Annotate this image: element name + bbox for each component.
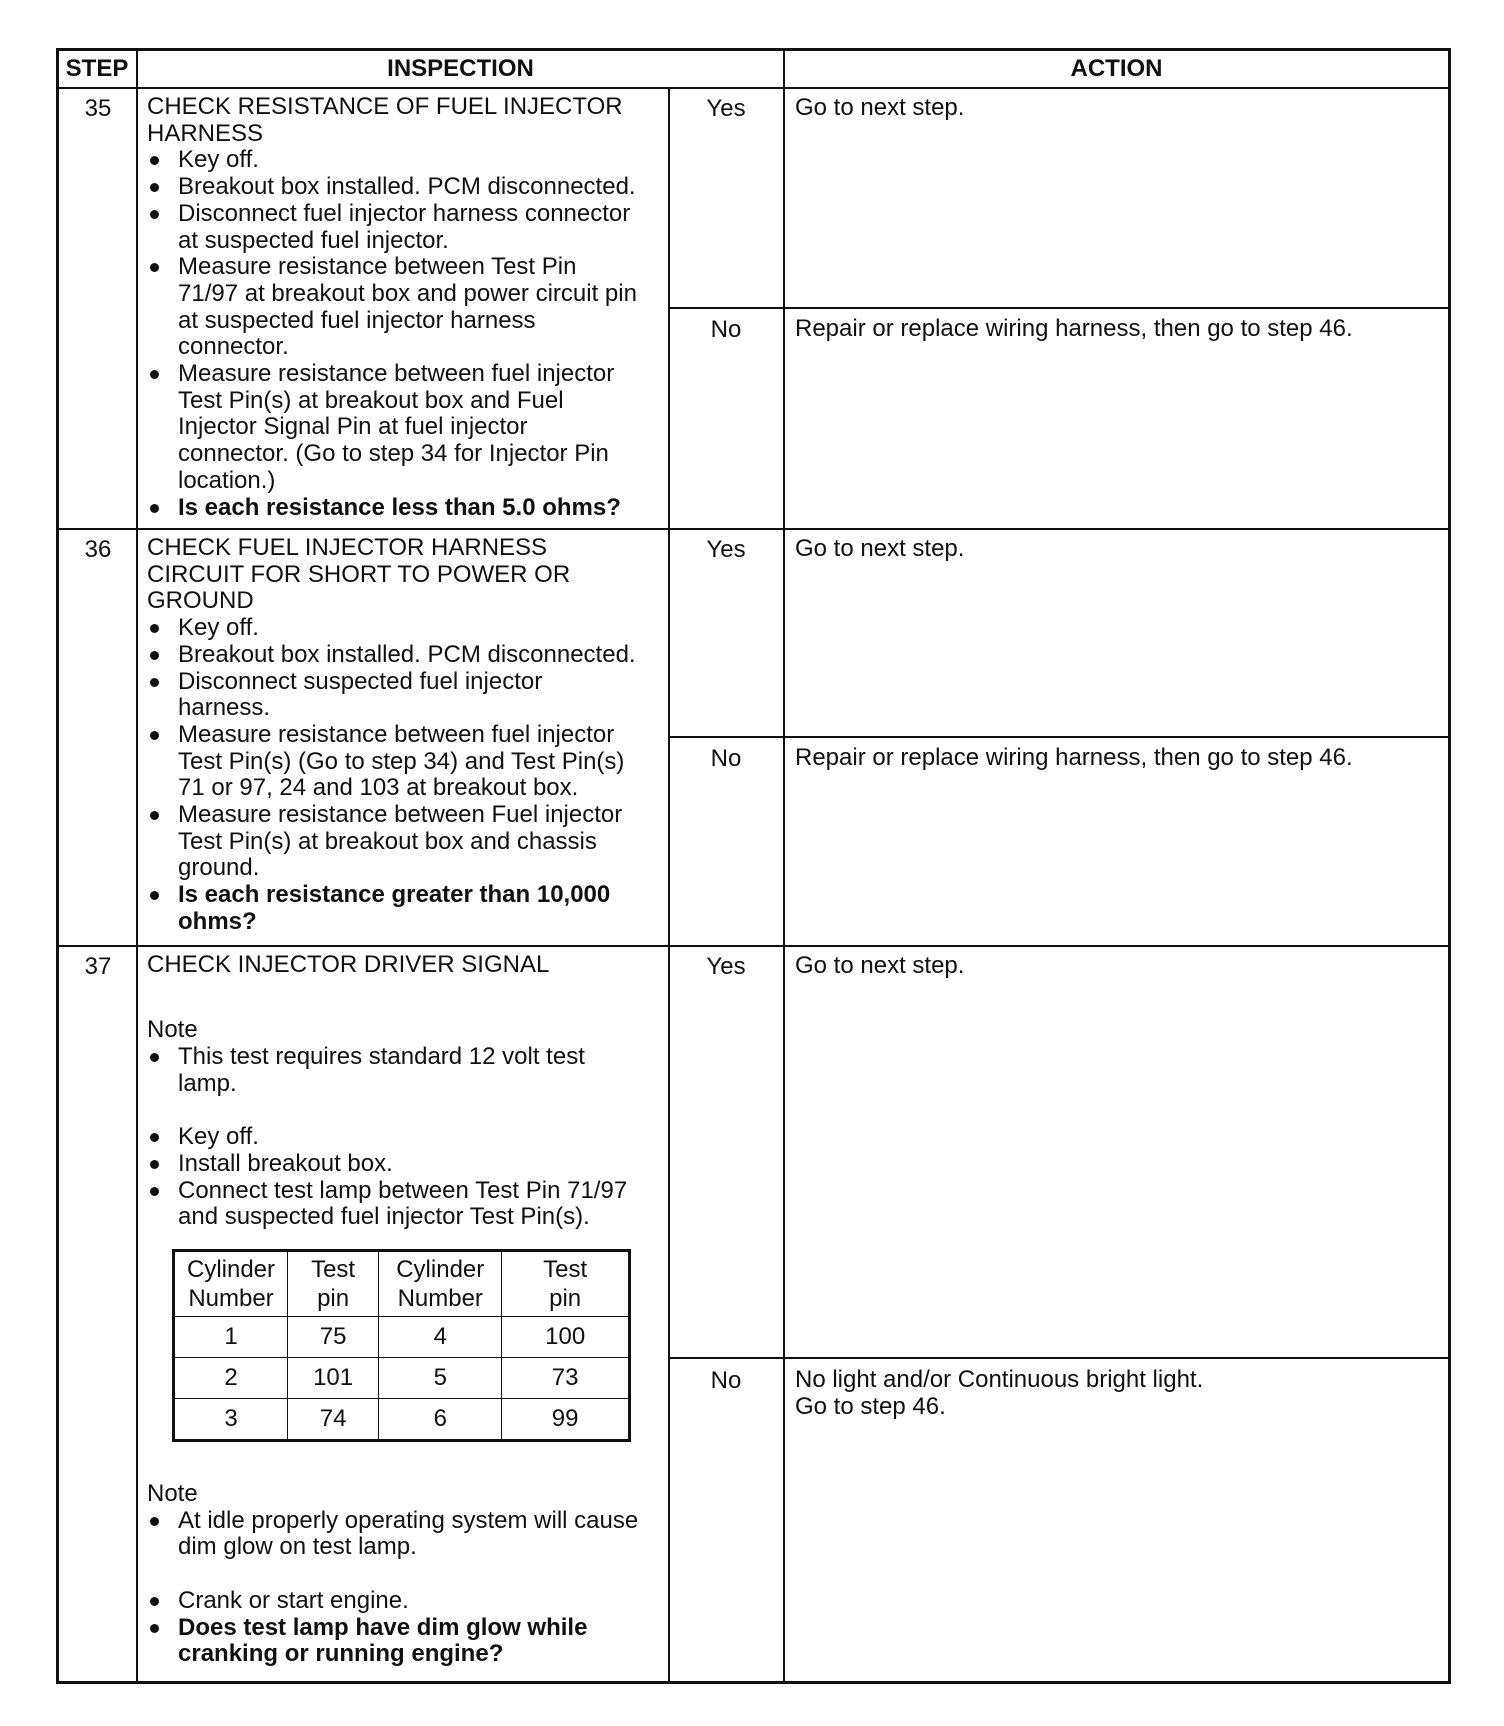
- step-37-title: CHECK INJECTOR DRIVER SIGNAL: [147, 951, 550, 978]
- step-36-title-line-2: CIRCUIT FOR SHORT TO POWER OR: [147, 560, 571, 588]
- bullet-icon: [150, 1053, 159, 1062]
- step-36-inspection: [147, 535, 636, 936]
- bullet-icon: [150, 1187, 159, 1196]
- bullet-icon: [150, 183, 159, 192]
- table-cell: 75: [288, 1317, 379, 1358]
- outer-border-top: [56, 48, 1451, 51]
- bullet-icon: [150, 1160, 159, 1169]
- table-header-cell: Cylinder Number: [174, 1251, 288, 1317]
- bullet-item: Connect test lamp between Test Pin 71/97 and suspected fuel injector Test Pin(s).: [147, 1178, 627, 1231]
- row-divider-36-37: [56, 945, 1451, 947]
- bullet-item: Breakout box installed. PCM disconnected.: [147, 642, 636, 669]
- yes-action-37: Go to next step.: [795, 952, 965, 979]
- bullet-item: Key off.: [147, 1124, 627, 1151]
- outer-border-right: [1448, 48, 1451, 1684]
- table-cell: 101: [288, 1357, 379, 1398]
- header-step: STEP: [65, 55, 129, 82]
- no-action-36: Repair or replace wiring harness, then go to step 46.: [795, 744, 1353, 771]
- step-36-title-line-3: GROUND: [147, 587, 254, 615]
- yes-label-36: Yes: [706, 536, 746, 563]
- table-cell: 5: [379, 1357, 502, 1398]
- bullet-item: Measure resistance between fuel injector Test Pin(s) (Go to step 34) and Test Pin(s) 71 or 97, 24 and 103 at breakout box.: [147, 722, 636, 802]
- step-37-inspection-top: [147, 952, 627, 1231]
- table-cell: 1: [174, 1317, 288, 1358]
- bullet-icon: [150, 678, 159, 687]
- step-35-inspection: [147, 94, 637, 521]
- table-cell: 100: [502, 1317, 630, 1358]
- no-label-35: No: [710, 316, 742, 343]
- yes-no-divider-36: [668, 736, 1451, 738]
- step-35-title-line-2: HARNESS: [147, 119, 264, 147]
- bullet-item: This test requires standard 12 volt test lamp.: [147, 1044, 627, 1097]
- step-number-35: 35: [84, 95, 112, 122]
- bullet-item: Measure resistance between Test Pin 71/97 at breakout box and power circuit pin at suspected fuel injector harness connector.: [147, 254, 637, 361]
- bullet-item: Measure resistance between Fuel injector Test Pin(s) at breakout box and chassis ground.: [147, 802, 636, 882]
- table-cell: 6: [379, 1398, 502, 1440]
- yes-no-divider-37: [668, 1357, 1451, 1359]
- no-action-35: Repair or replace wiring harness, then go to step 46.: [795, 315, 1353, 342]
- bullet-item: Disconnect fuel injector harness connector at suspected fuel injector.: [147, 201, 637, 254]
- outer-border-left: [56, 48, 59, 1684]
- table-header-row: [174, 1251, 630, 1317]
- bullet-icon: [150, 210, 159, 219]
- bullet-item: Key off.: [147, 615, 636, 642]
- table-cell: 4: [379, 1317, 502, 1358]
- bullet-icon: [150, 731, 159, 740]
- bullet-icon: [150, 624, 159, 633]
- question-item: Does test lamp have dim glow while cranking or running engine?: [147, 1615, 638, 1668]
- bullet-icon: [150, 811, 159, 820]
- bullet-item: Disconnect suspected fuel injector harness.: [147, 669, 636, 722]
- bullet-icon: [150, 1517, 159, 1526]
- bullet-icon: [150, 156, 159, 165]
- bullet-icon: [150, 1597, 159, 1606]
- header-divider: [56, 87, 1451, 89]
- table-row: [174, 1398, 630, 1440]
- step-37-inspection-bottom: [147, 1481, 638, 1668]
- bullet-icon: [150, 1624, 159, 1633]
- bullet-item: Breakout box installed. PCM disconnected.: [147, 174, 637, 201]
- note-label: Note: [147, 1480, 198, 1507]
- table-row: [174, 1357, 630, 1398]
- table-cell: 3: [174, 1398, 288, 1440]
- no-label-36: No: [710, 745, 742, 772]
- header-action: ACTION: [1070, 55, 1163, 82]
- yes-action-35: Go to next step.: [795, 94, 965, 121]
- step-36-title-line-1: CHECK FUEL INJECTOR HARNESS: [147, 534, 548, 561]
- yes-no-divider-35: [668, 307, 1451, 309]
- yes-label-35: Yes: [706, 95, 746, 122]
- question-item: Is each resistance greater than 10,000 ohms?: [147, 882, 636, 935]
- bullet-item: Crank or start engine.: [147, 1588, 638, 1615]
- outer-border-bottom: [56, 1681, 1451, 1684]
- table-header-cell: Test pin: [288, 1251, 379, 1317]
- bullet-item: Install breakout box.: [147, 1151, 627, 1178]
- table-cell: 74: [288, 1398, 379, 1440]
- step-number-37: 37: [84, 953, 112, 980]
- cylinder-test-pin-table: [172, 1249, 631, 1442]
- bullet-icon: [150, 891, 159, 900]
- bullet-icon: [150, 504, 159, 513]
- header-inspection: INSPECTION: [387, 55, 534, 82]
- bullet-icon: [150, 263, 159, 272]
- bullet-icon: [150, 370, 159, 379]
- row-divider-35-36: [56, 528, 1451, 530]
- action-column-divider: [783, 48, 785, 1684]
- bullet-icon: [150, 651, 159, 660]
- yes-action-36: Go to next step.: [795, 535, 965, 562]
- yes-label-37: Yes: [706, 953, 746, 980]
- bullet-item: Key off.: [147, 147, 637, 174]
- table-cell: 99: [502, 1398, 630, 1440]
- no-label-37: No: [710, 1367, 742, 1394]
- step-number-36: 36: [84, 536, 112, 563]
- bullet-item: Measure resistance between fuel injector Test Pin(s) at breakout box and Fuel Injector Signal Pin at fuel injector connector. (Go to step 34 for Injector Pin location.): [147, 361, 637, 495]
- step-35-title-line-1: CHECK RESISTANCE OF FUEL INJECTOR: [147, 93, 623, 120]
- note-label: Note: [147, 1016, 198, 1044]
- question-item: Is each resistance less than 5.0 ohms?: [147, 495, 637, 522]
- bullet-icon: [150, 1133, 159, 1142]
- table-cell: 2: [174, 1357, 288, 1398]
- table-header-cell: Test pin: [502, 1251, 630, 1317]
- table-header-cell: Cylinder Number: [379, 1251, 502, 1317]
- table-cell: 73: [502, 1357, 630, 1398]
- no-action-37: No light and/or Continuous bright light. Go to step 46.: [795, 1366, 1204, 1420]
- bullet-item: At idle properly operating system will cause dim glow on test lamp.: [147, 1508, 638, 1561]
- step-column-divider: [136, 48, 138, 1684]
- table-row: [174, 1317, 630, 1358]
